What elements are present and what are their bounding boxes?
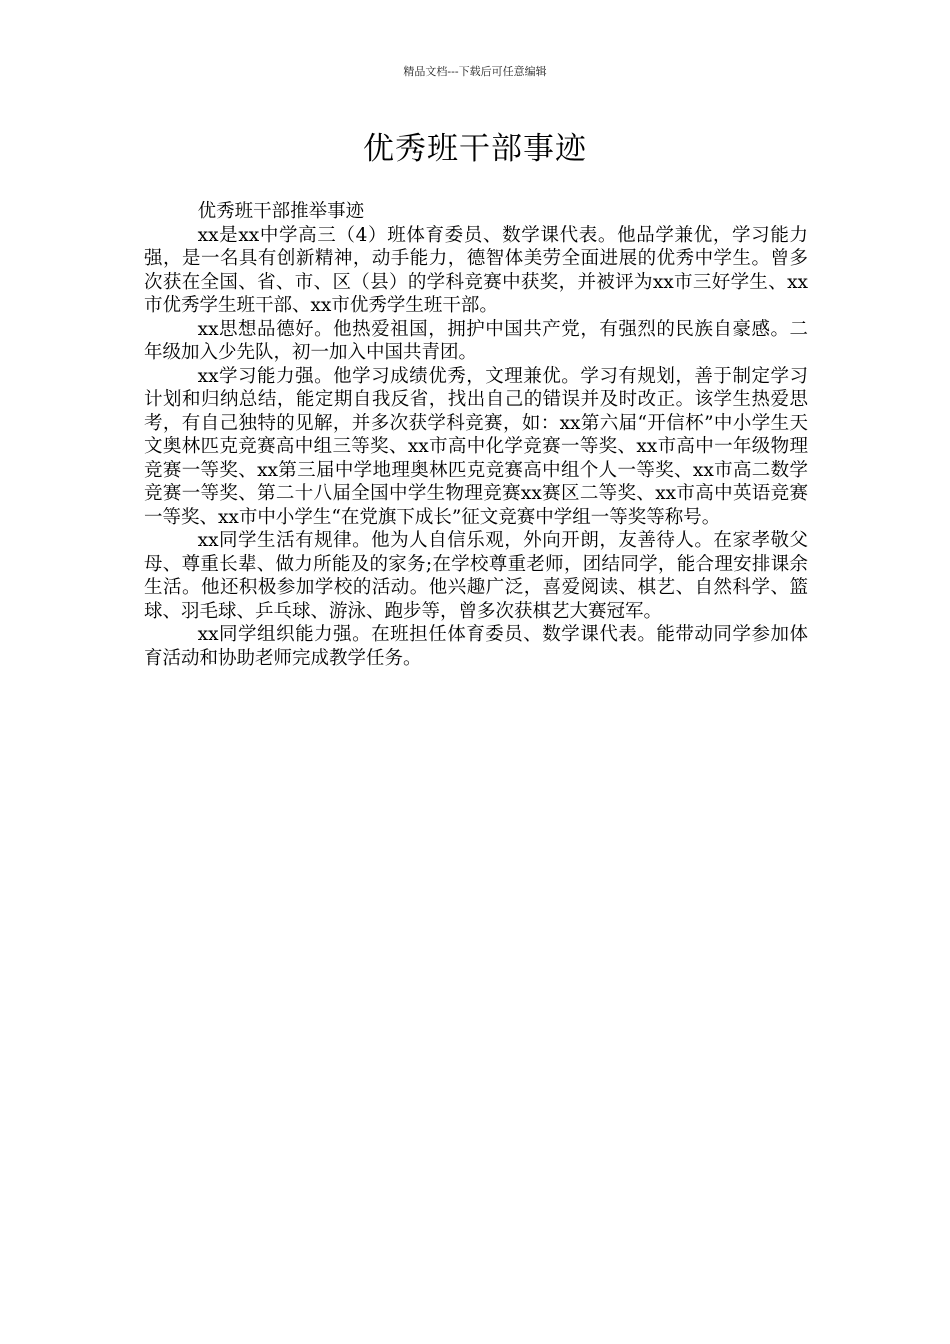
document-body xyxy=(144,200,808,670)
page-header-watermark: 精品文档---下载后可任意编辑 xyxy=(403,65,547,78)
paragraph-organization-ability: xx同学组织能力强。在班担任体育委员、数学课代表。能带动同学参加体育活动和协助老师完成教学任务。 xyxy=(144,624,808,669)
document-title: 优秀班干部事迹 xyxy=(363,131,587,167)
paragraph-moral-character: xx思想品德好。他热爱祖国，拥护中国共产党，有强烈的民族自豪感。二年级加入少先队，初一加入中国共青团。 xyxy=(144,318,808,363)
paragraph-daily-life: xx同学生活有规律。他为人自信乐观，外向开朗，友善待人。在家孝敬父母、尊重长辈、做力所能及的家务;在学校尊重老师，团结同学，能合理安排课余生活。他还积极参加学校的活动。他兴趣广泛，喜爱阅读、棋艺、自然科学、篮球、羽毛球、乒乓球、游泳、跑步等，曾多次获棋艺大赛冠军。 xyxy=(144,530,808,622)
paragraph-subtitle: 优秀班干部推举事迹 xyxy=(197,201,365,222)
paragraph-introduction: xx是xx中学高三（4）班体育委员、数学课代表。他品学兼优，学习能力强，是一名具有创新精神，动手能力，德智体美劳全面进展的优秀中学生。曾多次获在全国、省、市、区（县）的学科竞赛中获奖，并被评为xx市三好学生、xx市优秀学生班干部、xx市优秀学生班干部。 xyxy=(144,224,808,316)
paragraph-academic-ability: xx学习能力强。他学习成绩优秀，文理兼优。学习有规划，善于制定学习计划和归纳总结，能定期自我反省，找出自己的错误并及时改正。该学生热爱思考，有自己独特的见解，并多次获学科竞赛，如：xx第六届“开信杯”中小学生天文奥林匹克竞赛高中组三等奖、xx市高中化学竞赛一等奖、xx市高中一年级物理竞赛一等奖、xx第三届中学地理奥林匹克竞赛高中组个人一等奖、xx市高二数学竞赛一等奖、第二十八届全国中学生物理竞赛xx赛区二等奖、xx市高中英语竞赛一等奖、xx市中小学生“在党旗下成长”征文竞赛中学组一等奖等称号。 xyxy=(144,365,808,528)
